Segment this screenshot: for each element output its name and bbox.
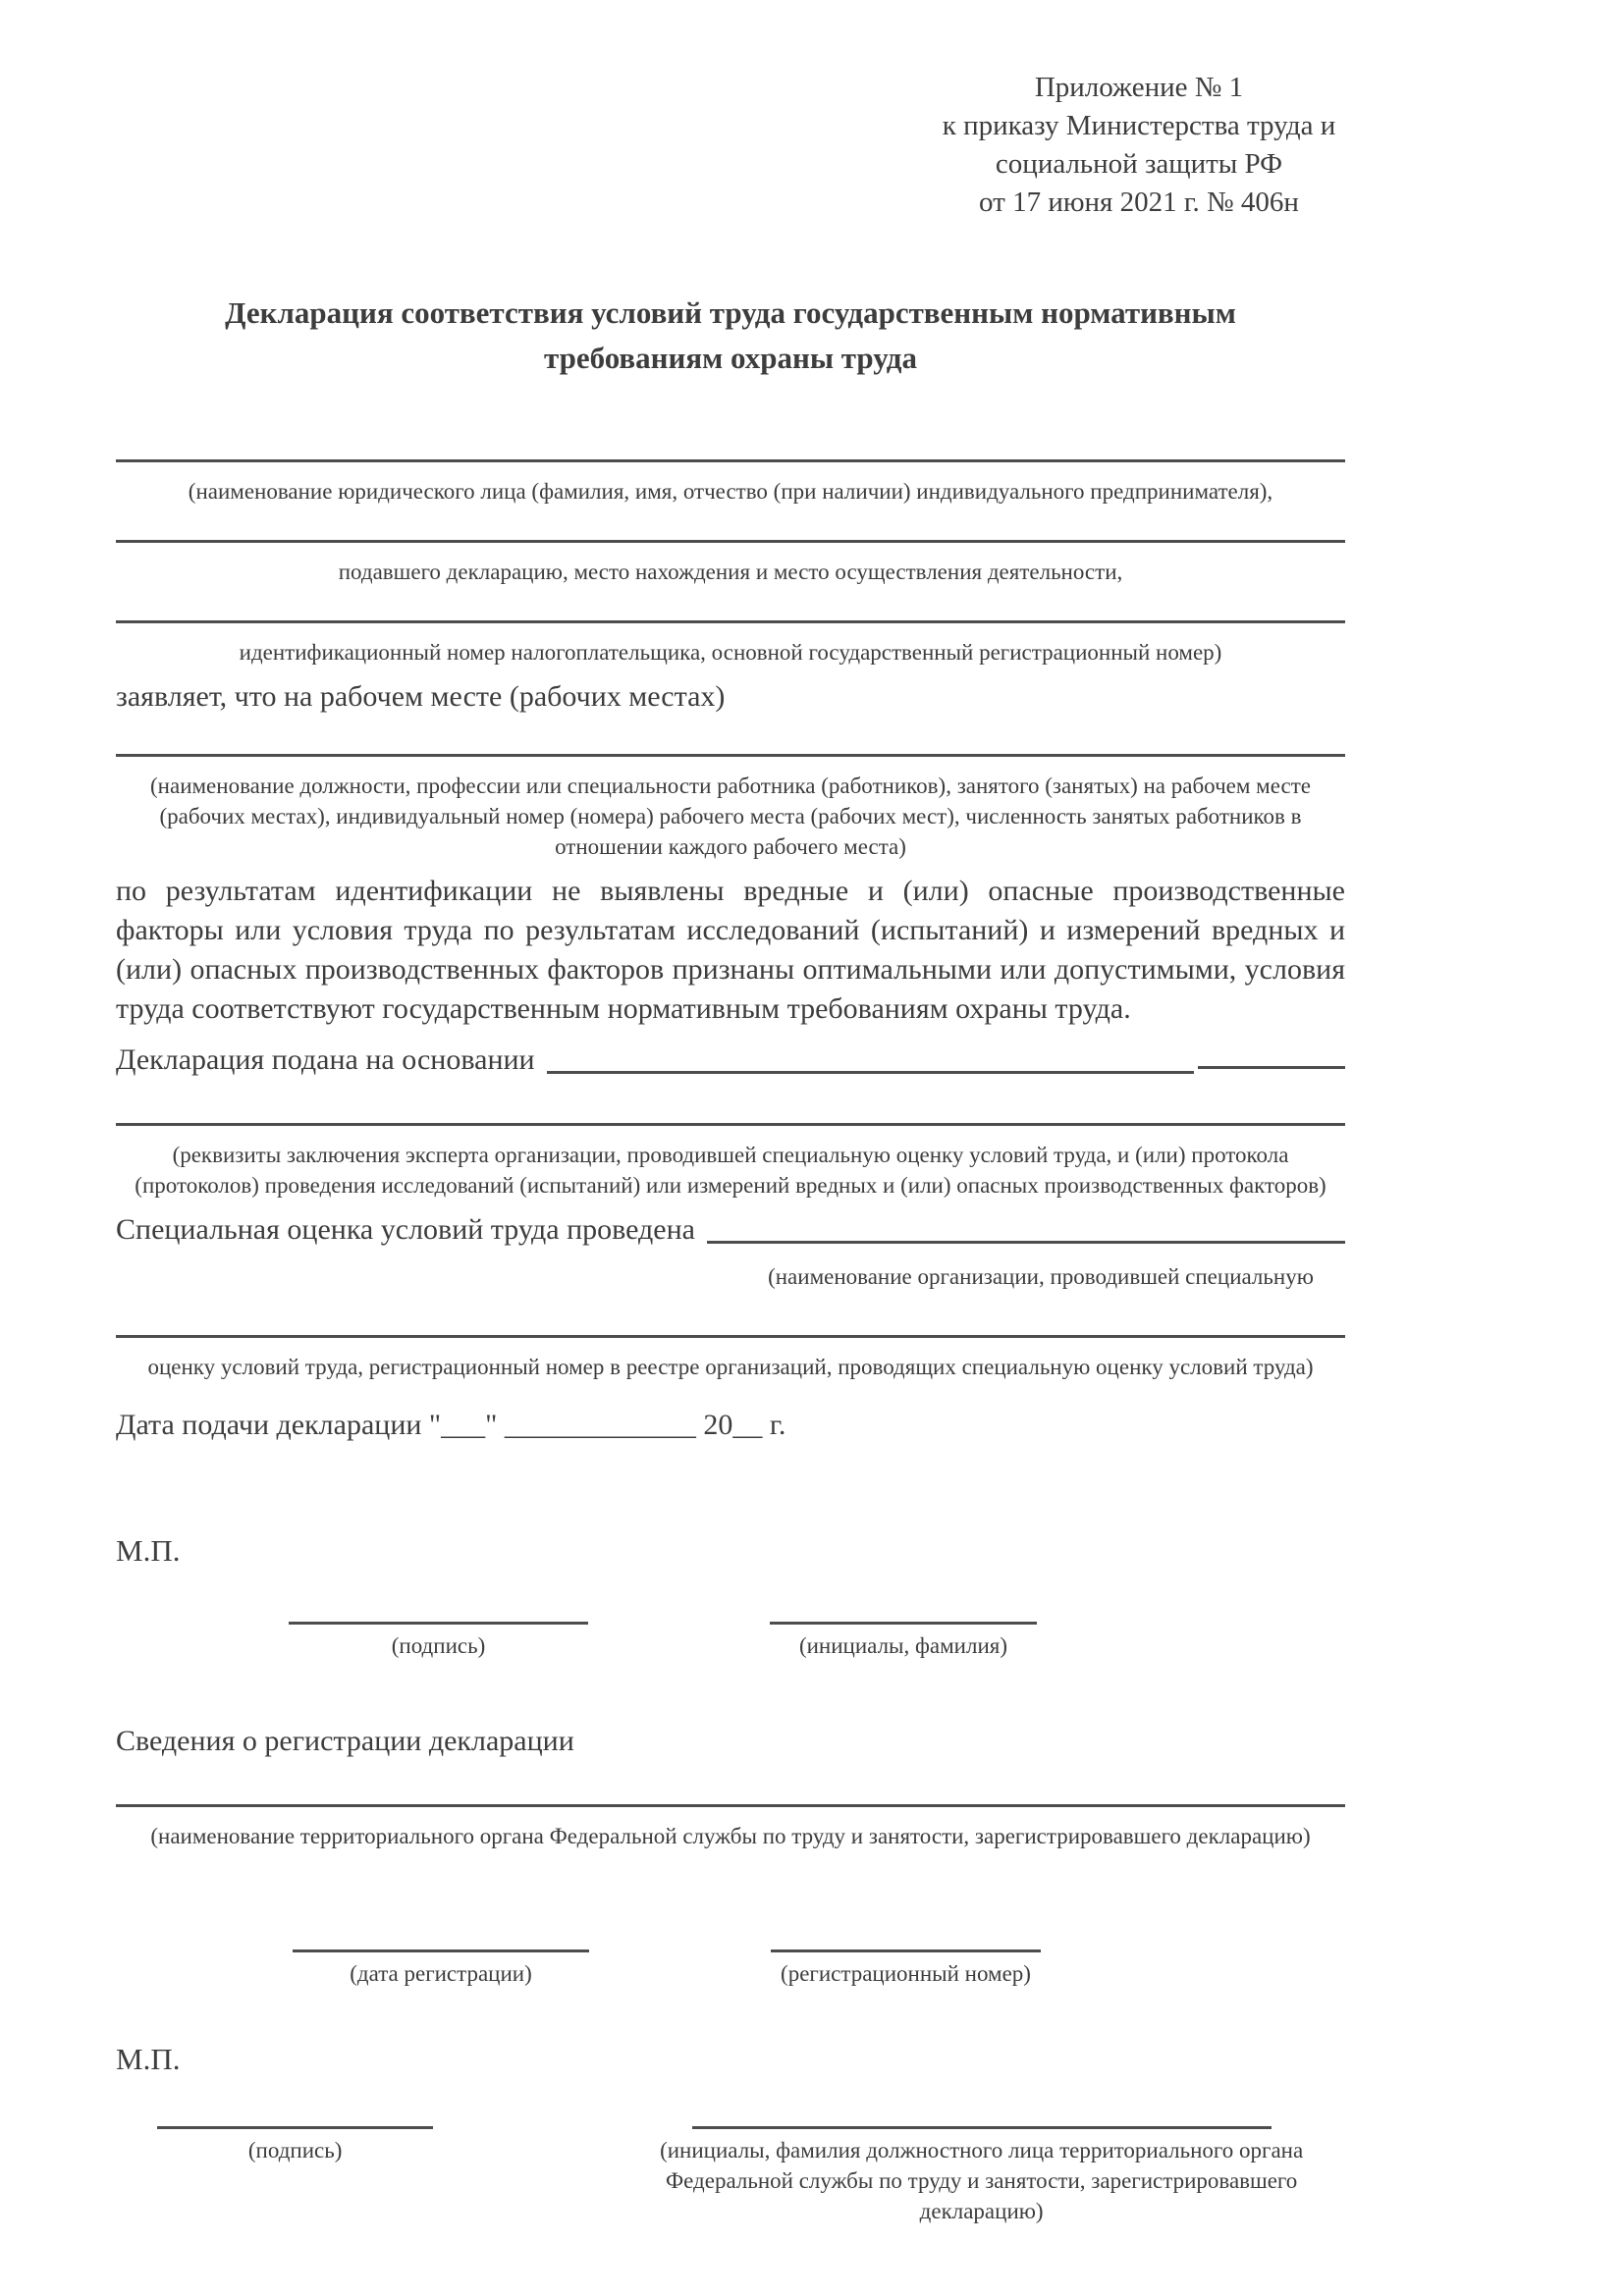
registration-heading: Сведения о регистрации декларации — [116, 1725, 574, 1757]
registration-date-col — [293, 1949, 589, 1989]
official-sign-caption: (подпись) — [247, 2138, 343, 2163]
registration-number-blank-line — [771, 1949, 1041, 1952]
statement-intro: заявляет, что на рабочем месте (рабочих местах) — [116, 680, 726, 713]
official-name-caption: (инициалы, фамилия должностного лица территориального органа Федеральной службы по труду и занятости, зарегистрировавшего декларацию) — [660, 2138, 1304, 2223]
signature-name-caption: (инициалы, фамилия) — [798, 1633, 1008, 1658]
workplace-caption: (наименование должности, профессии или специальности работника (работников), занятого (занятых) на рабочем месте (рабочих местах), индивидуальный номер (номера) рабочего места (рабочих мест), численность занятых работников в отношении каждого рабочего места) — [150, 774, 1311, 859]
sout-blank-line — [116, 1335, 1345, 1338]
sout-row — [116, 1210, 1345, 1250]
appendix-note-line: к приказу Министерства труда и — [942, 110, 1336, 141]
declarant-name-caption: (наименование юридического лица (фамилия, имя, отчество (при наличии) индивидуального предпринимателя), — [188, 479, 1273, 504]
registration-row — [116, 1949, 1345, 1989]
based-on-caption: (реквизиты заключения эксперта организации, проводившей специальную оценку условий труда, и (или) протокола (протоколов) проведения исследований (испытаний) или измерений вредных и (или) опасных производственных факторов) — [135, 1143, 1326, 1198]
filing-date-line: Дата подачи декларации "___" _____________ 20__ г. — [116, 1409, 786, 1441]
signature-sign-caption: (подпись) — [391, 1633, 486, 1658]
signature-name-col — [770, 1622, 1037, 1661]
declarant-name-blank-line — [116, 459, 1345, 462]
appendix-note-line: от 17 июня 2021 г. № 406н — [979, 187, 1299, 218]
registration-number-col — [771, 1949, 1041, 1989]
based-on-label: Декларация подана на основании — [116, 1043, 535, 1076]
registration-date-blank-line — [293, 1949, 589, 1952]
based-on-row — [116, 1041, 1345, 1080]
based-on-blank-line — [116, 1123, 1345, 1126]
declarant-address-caption: подавшего декларацию, место нахождения и место осуществления деятельности, — [338, 560, 1123, 584]
based-on-blank-tail — [1198, 1066, 1345, 1069]
appendix-note — [864, 69, 1414, 222]
signature-sign-col — [289, 1622, 588, 1661]
registration-date-caption: (дата регистрации) — [350, 1961, 532, 1986]
based-on-blank — [547, 1071, 1194, 1074]
official-name-blank-line — [692, 2126, 1272, 2129]
statement-body: по результатам идентификации не выявлены вредные и (или) опасные производственные факторы или условия труда по результатам исследований (испытаний) и измерений вредных и (или) опасных производственных факторов признаны оптимальными или допустимыми, условия труда соответствуют государственным нормативным требованиям охраны труда. — [116, 875, 1345, 1025]
stamp-placeholder: М.П. — [116, 1533, 181, 1568]
sout-blank — [707, 1241, 1345, 1244]
official-name-col — [618, 2126, 1345, 2226]
registration-authority-caption: (наименование территориального органа Федеральной службы по труду и занятости, зарегистрировавшего декларацию) — [150, 1824, 1311, 1848]
registration-authority-blank-line — [116, 1804, 1345, 1807]
document-title: Декларация соответствия условий труда государственным нормативным требованиям охраны труда — [225, 295, 1236, 375]
signature-row — [116, 1622, 1345, 1661]
appendix-note-line: Приложение № 1 — [1034, 72, 1244, 103]
sout-label: Специальная оценка условий труда проведена — [116, 1213, 695, 1246]
stamp-placeholder: М.П. — [116, 2042, 181, 2076]
signature-name-blank-line — [770, 1622, 1037, 1625]
sout-caption-top: (наименование организации, проводившей специальную — [768, 1264, 1314, 1289]
registration-number-caption: (регистрационный номер) — [781, 1961, 1031, 1986]
official-sign-blank-line — [157, 2126, 433, 2129]
workplace-blank-line — [116, 754, 1345, 757]
official-signature-row — [116, 2126, 1345, 2226]
declarant-address-blank-line — [116, 540, 1345, 543]
declarant-inn-blank-line — [116, 620, 1345, 623]
signature-blank-line — [289, 1622, 588, 1625]
official-sign-col — [157, 2126, 433, 2165]
declarant-inn-caption: идентификационный номер налогоплательщика, основной государственный регистрационный номер) — [239, 640, 1222, 665]
sout-caption-bottom: оценку условий труда, регистрационный номер в реестре организаций, проводящих специальную оценку условий труда) — [147, 1355, 1314, 1379]
appendix-note-line: социальной защиты РФ — [995, 148, 1283, 180]
